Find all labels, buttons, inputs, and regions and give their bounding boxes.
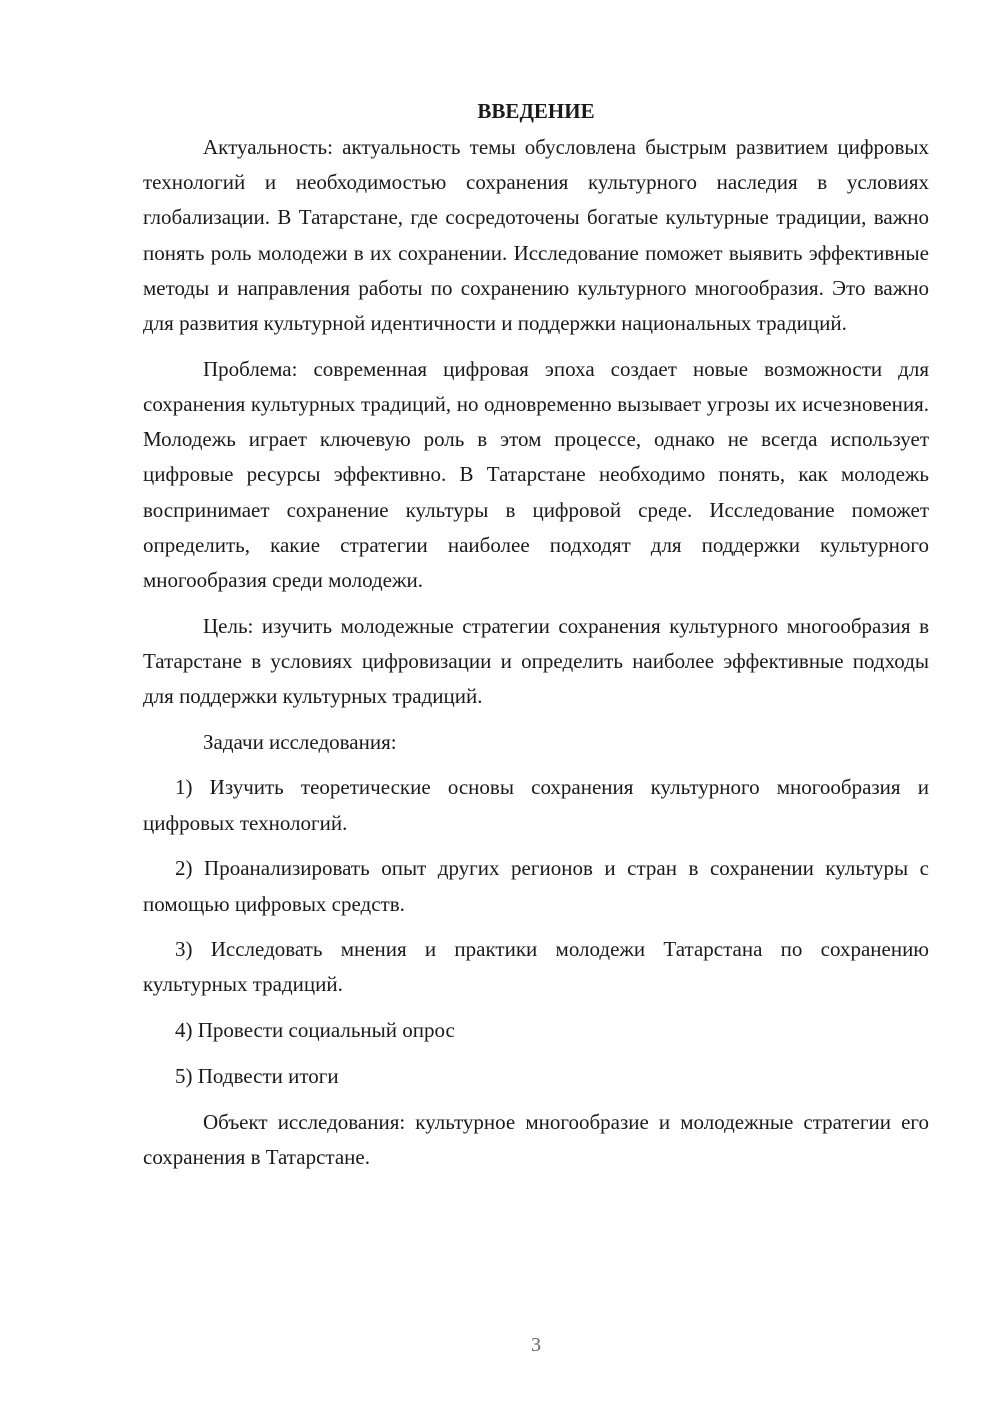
goal-paragraph: Цель: изучить молодежные стратегии сохранения культурного многообразия в Татарстане в условиях цифровизации и определить наиболее эффективные подходы для поддержки культурных традиций.: [143, 613, 929, 709]
task-item: 2) Проанализировать опыт других регионов и стран в сохранении культуры с помощью цифровых средств.: [143, 856, 929, 916]
relevance-paragraph: Актуальность: актуальность темы обусловлена быстрым развитием цифровых технологий и необходимостью сохранения культурного наследия в условиях глобализации. В Татарстане, где сосредоточены богатые культурные традиции, важно понять роль молодежи в их сохранении. Исследование поможет выявить эффективные методы и направления работы по сохранению культурного многообразия. Это важно для развития культурной идентичности и поддержки национальных традиций.: [143, 135, 929, 336]
task-item: 3) Исследовать мнения и практики молодежи Татарстана по сохранению культурных традиций.: [143, 937, 929, 997]
task-item: 5) Подвести итоги: [175, 1063, 339, 1088]
tasks-heading: Задачи исследования:: [203, 729, 397, 754]
task-item: 1) Изучить теоретические основы сохранения культурного многообразия и цифровых технологий.: [143, 775, 929, 835]
object-paragraph: Объект исследования: культурное многообразие и молодежные стратегии его сохранения в Татарстане.: [143, 1109, 929, 1169]
section-title: ВВЕДЕНИЕ: [477, 99, 595, 123]
document-page: [143, 96, 929, 1185]
problem-paragraph: Проблема: современная цифровая эпоха создает новые возможности для сохранения культурных традиций, но одновременно вызывает угрозы их исчезновения. Молодежь играет ключевую роль в этом процессе, однако не всегда использует цифровые ресурсы эффективно. В Татарстане необходимо понять, как молодежь воспринимает сохранение культуры в цифровой среде. Исследование поможет определить, какие стратегии наиболее подходят для поддержки культурного многообразия среди молодежи.: [143, 356, 929, 592]
page-number: 3: [531, 1334, 541, 1356]
task-item: 4) Провести социальный опрос: [175, 1018, 455, 1043]
